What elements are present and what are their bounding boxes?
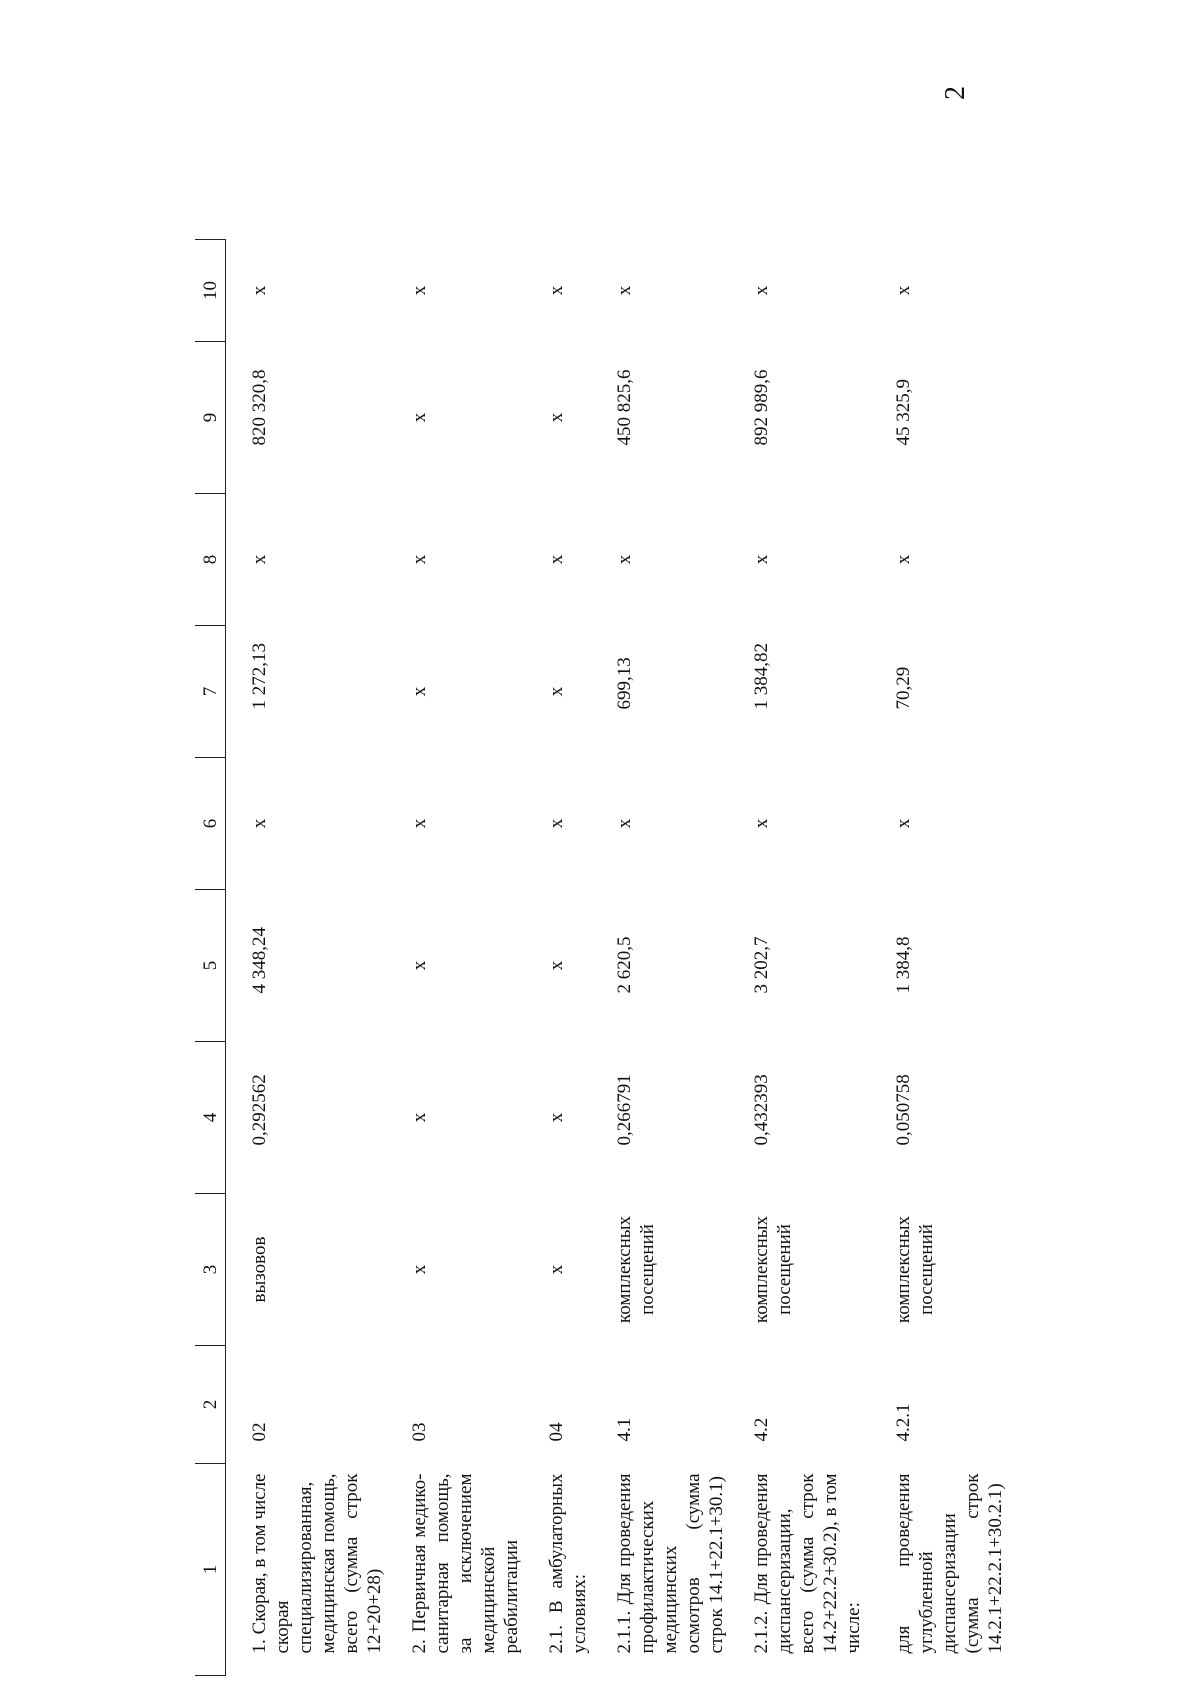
header-cell: 8 [195, 494, 226, 626]
row-code: 02 [249, 1422, 270, 1442]
row-code: 04 [546, 1422, 567, 1442]
table-cell: x [546, 686, 567, 697]
table-row [870, 240, 1007, 1676]
table-row [728, 240, 870, 1676]
table-cell: x [893, 818, 914, 829]
table-cell: 45 325,9 [893, 379, 914, 446]
header-cell: 4 [195, 1042, 226, 1194]
unit-cell: x [546, 1264, 567, 1275]
header-cell: 5 [195, 890, 226, 1042]
table-cell: 1 384,8 [893, 936, 914, 994]
row-label: для проведения углубленной диспансеризации (сумма строк 14.2.1+22.2.1+30.2.1) [893, 1473, 1006, 1654]
table-row [226, 240, 387, 1676]
table-cell: 0,292562 [249, 1074, 270, 1146]
row-code: 4.1 [614, 1417, 635, 1442]
table-cell: x [546, 285, 567, 296]
row-label: 2.1. В амбулаторных условиях: [546, 1473, 590, 1654]
header-cell: 6 [195, 758, 226, 890]
table-cell: x [409, 1112, 430, 1123]
table-cell: x [409, 412, 430, 423]
row-code: 4.2.1 [893, 1403, 914, 1442]
table-cell: 2 620,5 [614, 936, 635, 994]
table-cell: x [546, 1112, 567, 1123]
table-cell: 0,050758 [893, 1074, 914, 1146]
table-cell: 0,432393 [751, 1074, 772, 1146]
page-number: 2 [940, 86, 971, 100]
row-label: 2.1.2. Для проведения диспансеризации, всего (сумма строк 14.2+22.2+30.2), в том числе: [751, 1473, 864, 1654]
header-cell: 9 [195, 342, 226, 494]
table-cell: x [249, 554, 270, 565]
table-cell: 1 272,13 [249, 643, 270, 710]
table-cell: x [546, 960, 567, 971]
unit-cell: x [409, 1264, 430, 1275]
table-cell: x [546, 818, 567, 829]
table-cell: x [751, 554, 772, 565]
table-cell: x [409, 960, 430, 971]
table-cell: 699,13 [614, 657, 635, 710]
data-table [195, 239, 1007, 1676]
table-row [591, 240, 728, 1676]
table-cell: 4 348,24 [249, 927, 270, 994]
row-label: 1. Скорая, в том числе скорая специализированная, медицинская помощь, всего (сумма строк 12+20+28) [249, 1473, 385, 1654]
table-cell: 0,266791 [614, 1074, 635, 1146]
table-cell: 3 202,7 [751, 936, 772, 994]
table-cell: 892 989,6 [751, 369, 772, 446]
unit-cell: комплексных посещений [614, 1215, 658, 1324]
table-cell: x [893, 285, 914, 296]
table-cell: x [614, 285, 635, 296]
table-cell: x [409, 686, 430, 697]
table-cell: x [893, 554, 914, 565]
table-cell: x [614, 818, 635, 829]
table-cell: x [409, 554, 430, 565]
table-cell: x [751, 818, 772, 829]
header-cell: 7 [195, 626, 226, 758]
header-cell: 1 [195, 1464, 226, 1676]
table-cell: x [249, 285, 270, 296]
unit-cell: комплексных посещений [751, 1215, 795, 1324]
table-row [386, 240, 523, 1676]
table-cell: 70,29 [893, 666, 914, 710]
row-code: 03 [409, 1422, 430, 1442]
header-cell: 10 [195, 240, 226, 342]
table-cell: x [614, 554, 635, 565]
table-row [523, 240, 591, 1676]
unit-cell: вызовов [249, 1236, 270, 1303]
row-code: 4.2 [751, 1417, 772, 1442]
table-cell: 1 384,82 [751, 643, 772, 710]
table-header [195, 240, 226, 1676]
table-cell: 820 320,8 [249, 369, 270, 446]
table-cell: x [546, 554, 567, 565]
row-label: 2.1.1. Для проведения профилактических медицинских осмотров (сумма строк 14.1+22.1+30.1) [614, 1473, 727, 1654]
unit-cell: комплексных посещений [893, 1215, 937, 1324]
table-cell: x [409, 285, 430, 296]
row-label: 2. Первичная медико-санитарная помощь, за исключением медицинской реабилитации [409, 1473, 522, 1654]
header-row [195, 240, 226, 1676]
header-cell: 2 [195, 1346, 226, 1464]
table-cell: x [409, 818, 430, 829]
data-table-wrapper [195, 240, 1006, 1676]
table-cell: x [249, 818, 270, 829]
table-cell: x [546, 412, 567, 423]
table-cell: 450 825,6 [614, 369, 635, 446]
table-cell: x [751, 285, 772, 296]
header-cell: 3 [195, 1194, 226, 1346]
